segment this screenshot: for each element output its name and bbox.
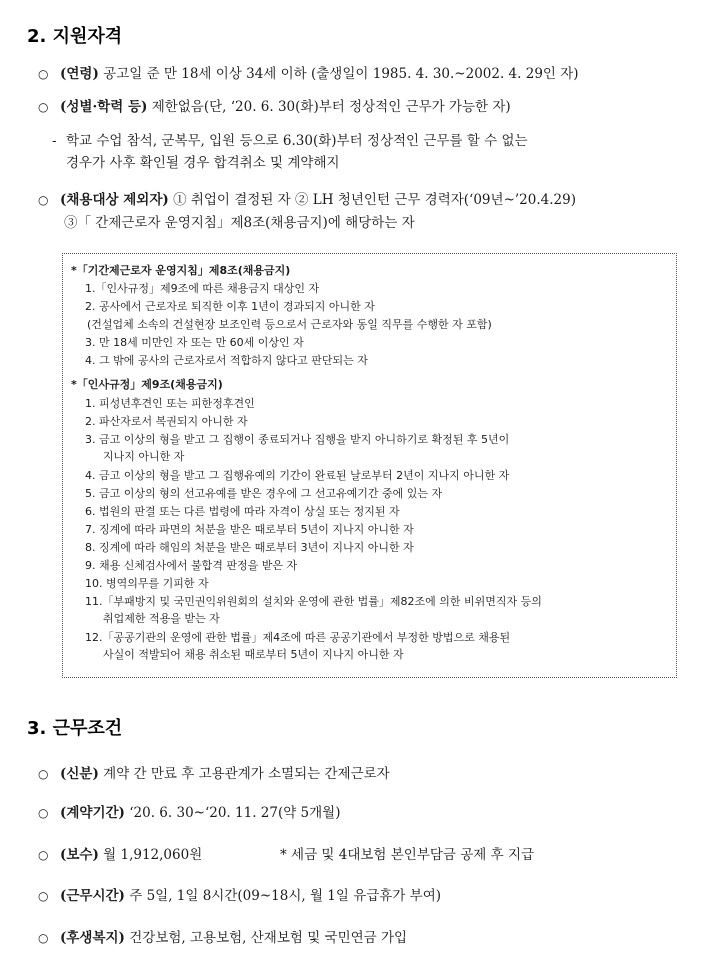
bullet: ○: [38, 889, 49, 903]
box-list2-item: 12.「공공기관의 운영에 관한 법률」제4조에 따른 공공기관에서 부정한 방법으로 채용된: [85, 631, 511, 644]
box-list2-item: 지나지 아니한 자: [103, 450, 185, 463]
box-list2-item: 4. 금고 이상의 형을 받고 그 집행유예의 기간이 완료된 날로부터 2년이 지나지 아니한 자: [85, 469, 510, 482]
restriction-box: [62, 253, 677, 678]
box-list2-item: 5. 금고 이상의 형의 선고유예를 받은 경우에 그 선고유예기간 중에 있는 자: [85, 487, 443, 500]
box-heading-1: *「기간제근로자 운영지침」제8조(채용금지): [71, 264, 291, 277]
box-list2-item: 사실이 적발되어 채용 취소된 때로부터 5년이 지나지 아니한 자: [103, 648, 404, 661]
box-heading-2: *「인사규정」제9조(채용금지): [71, 378, 223, 391]
box-list1-item: 3. 만 18세 미만인 자 또는 만 60세 이상인 자: [85, 336, 304, 349]
bullet: ○: [38, 67, 49, 81]
period-label: (계약기간): [60, 805, 125, 821]
bullet: ○: [38, 806, 49, 820]
box-list2-item: 취업제한 적용을 받는 자: [103, 612, 220, 625]
note-item: [52, 130, 688, 174]
welfare-text: 건강보험, 고용보험, 산재보험 및 국민연금 가입: [129, 930, 408, 946]
exclusion-line2: ③「 간제근로자 운영지침」제8조(채용금지)에 해당하는 자: [64, 215, 415, 231]
box-list2-item: 11.「부패방지 및 국민권익위원회의 설치와 운영에 관한 법률」제82조에 의한 비위면직자 등의: [85, 595, 542, 608]
box-list1-item: (건설업체 소속의 건설현장 보조인력 등으로서 근로자와 동일 직무를 수행한 자 포함): [87, 318, 492, 331]
bullet: ○: [38, 193, 49, 207]
gender-item: [38, 97, 688, 117]
box-list2-item: 6. 법원의 판결 또는 다른 법령에 따라 자격이 상실 또는 정지된 자: [85, 505, 400, 518]
age-label: (연령): [60, 66, 99, 82]
section-title-conditions: 3. 근무조건: [27, 718, 123, 739]
hours-item: [38, 886, 688, 906]
note-line1: 학교 수업 참석, 군복무, 입원 등으로 6.30(화)부터 정상적인 근무를 할 수 없는: [66, 133, 528, 149]
pay-label: (보수): [60, 847, 99, 863]
period-text: ‘20. 6. 30~‘20. 11. 27(약 5개월): [129, 805, 341, 821]
gender-text: 제한없음(단, ‘20. 6. 30(화)부터 정상적인 근무가 가능한 자): [151, 99, 511, 115]
bullet: ○: [38, 100, 49, 114]
hours-label: (근무시간): [60, 888, 125, 904]
bullet: ○: [38, 848, 49, 862]
exclusion-line1: ① 취업이 결정된 자 ② LH 청년인턴 근무 경력자(‘09년~’20.4.29): [173, 192, 576, 208]
box-list2-item: 9. 채용 신체검사에서 불합격 판정을 받은 자: [85, 559, 298, 572]
status-text: 계약 간 만료 후 고용관계가 소멸되는 간제근로자: [103, 766, 390, 782]
box-list1-item: 1.「인사규정」제9조에 따른 채용금지 대상인 자: [85, 282, 320, 295]
status-label: (신분): [60, 766, 99, 782]
welfare-label: (후생복지): [60, 930, 125, 946]
box-list2-item: 3. 금고 이상의 형을 받고 그 집행이 종료되거나 집행을 받지 아니하기로 확정된 후 5년이: [85, 433, 510, 446]
note-line2: 경우가 사후 확인될 경우 합격취소 및 계약해지: [66, 155, 340, 171]
box-list1-item: 4. 그 밖에 공사의 근로자로서 적합하지 않다고 판단되는 자: [85, 354, 368, 367]
bullet: ○: [38, 767, 49, 781]
box-list2-item: 1. 피성년후견인 또는 피한정후견인: [85, 397, 255, 410]
age-item: [38, 64, 688, 84]
pay-item: [38, 845, 688, 865]
box-list1-item: 2. 공사에서 근로자로 퇴직한 이후 1년이 경과되지 아니한 자: [85, 300, 375, 313]
pay-note: * 세금 및 4대보험 본인부담금 공제 후 지급: [280, 847, 535, 863]
gender-label: (성별·학력 등): [60, 99, 148, 115]
exclusion-item: [38, 190, 688, 210]
age-text: 공고일 준 만 18세 이상 34세 이하 (출생일이 1985. 4. 30.~2002. 4. 29인 자): [103, 66, 579, 82]
hours-text: 주 5일, 1일 8시간(09~18시, 월 1일 유급휴가 부여): [129, 888, 442, 904]
period-item: [38, 803, 688, 823]
section-title-qualifications: 2. 지원자격: [27, 26, 123, 47]
box-list2-item: 7. 징계에 따라 파면의 처분을 받은 때로부터 5년이 지나지 아니한 자: [85, 523, 414, 536]
dash-marker: -: [52, 133, 57, 149]
box-list2-item: 8. 징계에 따라 해임의 처분을 받은 때로부터 3년이 지나지 아니한 자: [85, 541, 414, 554]
box-list2-item: 10. 병역의무를 기피한 자: [85, 577, 209, 590]
status-item: [38, 764, 688, 784]
pay-text: 월 1,912,060원: [103, 847, 203, 863]
welfare-item: [38, 928, 688, 948]
bullet: ○: [38, 931, 49, 945]
box-list2-item: 2. 파산자로서 복권되지 아니한 자: [85, 415, 248, 428]
exclusion-label: (채용대상 제외자): [60, 192, 169, 208]
